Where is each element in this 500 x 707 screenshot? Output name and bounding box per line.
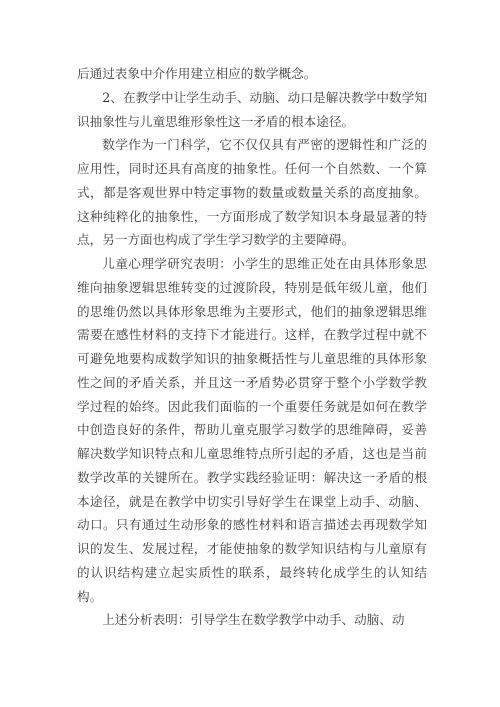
body-text [77,62,427,632]
paragraph-heading-point-2: 2、在教学中让学生动手、动脑、动口是解决教学中数学知识抽象性与儿童思维形象性这一矛盾的根本途径。 [77,89,427,129]
paragraph-continuation: 后通过表象中介作用建立相应的数学概念。 [77,66,317,81]
paragraph-child-psychology: 儿童心理学研究表明：小学生的思维正处在由具体形象思维向抽象逻辑思维转变的过渡阶段，特别是低年级儿童，他们的思维仍然以具体形象思维为主要形式，他们的抽象逻辑思维需要在感性材料的支持下才能进行。这样，在教学过程中就不可避免地要构成数学知识的抽象概括性与儿童思维的具体形象性之间的矛盾关系，并且这一矛盾势必贯穿于整个小学数学教学过程的始终。因此我们面临的一个重要任务就是如何在教学中创造良好的条件，帮助儿童克服学习数学的思维障碍，妥善解决数学知识特点和儿童思维特点所引起的矛盾，这也是当前数学改革的关键所在。教学实践经验证明：解决这一矛盾的根本途径，就是在教学中切实引导好学生在课堂上动手、动脑、动口。只有通过生动形象的感性材料和语言描述去再现数学知识的发生、发展过程，才能使抽象的数学知识结构与儿童原有的认识结构建立起实质性的联系，最终转化成学生的认知结构。 [77,256,427,604]
paragraph-analysis-summary: 上述分析表明：引导学生在数学教学中动手、动脑、动 [102,612,405,628]
paragraph-math-abstraction: 数学作为一门科学，它不仅仅具有严密的逻辑性和广泛的应用性，同时还具有高度的抽象性。任何一个自然数、一个算式，都是客观世界中特定事物的数量或数量关系的高度抽象。这种纯粹化的抽象性，一方面形成了数学知识本身最显著的特点，另一方面也构成了学生学习数学的主要障碍。 [77,137,427,248]
